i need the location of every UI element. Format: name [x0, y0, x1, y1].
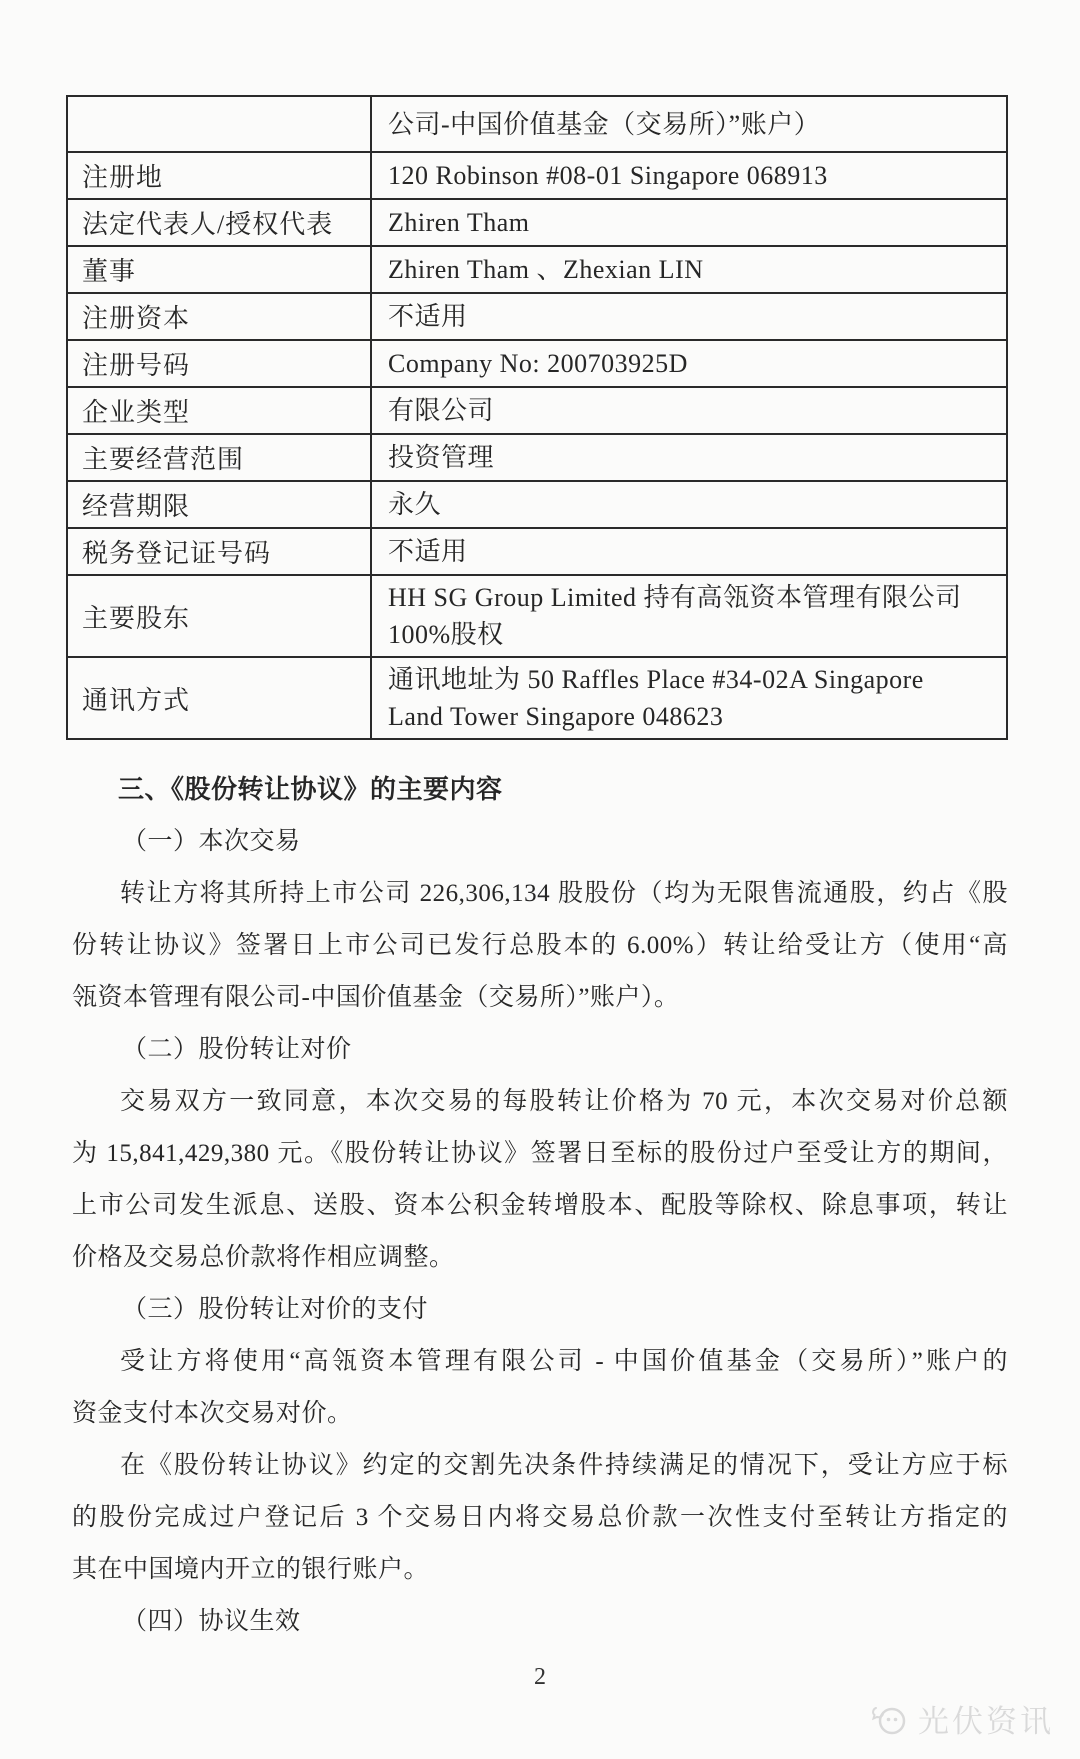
table-row [68, 574, 1006, 656]
row-value-line: HH SG Group Limited 持有高瓴资本管理有限公司 [388, 583, 962, 612]
pv-news-logo-icon [870, 1700, 910, 1738]
row-value [372, 576, 1006, 656]
table-row [68, 97, 1006, 151]
table-row [68, 151, 1006, 198]
table-row [68, 245, 1006, 292]
table-row [68, 386, 1006, 433]
body-line: （三）股份转让对价的支付 [122, 1296, 429, 1323]
body-line: 其在中国境内开立的银行账户。 [72, 1556, 430, 1583]
row-label: 法定代表人/授权代表 [68, 200, 372, 245]
row-label: 注册地 [68, 153, 372, 198]
body-line: 交易双方一致同意，本次交易的每股转让价格为 70 元，本次交易对价总额 [120, 1088, 1008, 1115]
row-value [372, 658, 1006, 738]
row-label: 主要经营范围 [68, 435, 372, 480]
row-label [68, 97, 372, 151]
row-value [372, 247, 1006, 292]
table-row [68, 292, 1006, 339]
registration-table [66, 95, 1008, 740]
table-row [68, 527, 1006, 574]
body-line: 转让方将其所持上市公司 226,306,134 股股份（均为无限售流通股，约占《股 [120, 880, 1008, 907]
body-line: 上市公司发生派息、送股、资本公积金转增股本、配股等除权、除息事项，转让 [72, 1192, 1008, 1219]
row-label: 注册号码 [68, 341, 372, 386]
table-row [68, 198, 1006, 245]
row-label: 通讯方式 [68, 658, 372, 738]
table-row [68, 656, 1006, 738]
body-line: 的股份完成过户登记后 3 个交易日内将交易总价款一次性支付至转让方指定的 [72, 1504, 1008, 1531]
row-label: 税务登记证号码 [68, 529, 372, 574]
row-label: 企业类型 [68, 388, 372, 433]
row-value [372, 341, 1006, 386]
row-value-line: Company No: 200703925D [388, 349, 688, 378]
row-value [372, 388, 1006, 433]
body-line: 在《股份转让协议》约定的交割先决条件持续满足的情况下，受让方应于标 [120, 1452, 1008, 1479]
row-value-line: 有限公司 [388, 396, 495, 425]
row-value-line: 通讯地址为 50 Raffles Place #34-02A Singapore [388, 665, 924, 694]
body-line: 受让方将使用“高瓴资本管理有限公司 - 中国价值基金（交易所）”账户的 [120, 1348, 1008, 1375]
table-row [68, 339, 1006, 386]
row-label: 主要股东 [68, 576, 372, 656]
document-body [72, 764, 1008, 1648]
row-value-line: Zhiren Tham [388, 208, 530, 237]
row-label: 董事 [68, 247, 372, 292]
table-row [68, 480, 1006, 527]
row-value-line: 不适用 [388, 302, 468, 331]
body-line: （一）本次交易 [122, 828, 301, 855]
body-line: （四）协议生效 [122, 1608, 301, 1635]
row-value-line: 120 Robinson #08-01 Singapore 068913 [388, 161, 828, 190]
body-line: 瓴资本管理有限公司-中国价值基金（交易所）”账户）。 [72, 984, 680, 1011]
body-line: 份转让协议》签署日上市公司已发行总股本的 6.00%）转让给受让方（使用“高 [72, 932, 1008, 959]
row-value-line: 投资管理 [388, 443, 495, 472]
row-value [372, 435, 1006, 480]
table-row [68, 433, 1006, 480]
page-number: 2 [534, 1664, 546, 1690]
row-value-line: Land Tower Singapore 048623 [388, 702, 724, 731]
row-value [372, 482, 1006, 527]
row-value-line: Zhiren Tham 、Zhexian LIN [388, 255, 704, 284]
watermark-label: 光伏资讯 [918, 1704, 1054, 1739]
row-label: 注册资本 [68, 294, 372, 339]
row-value-line: 公司-中国价值基金（交易所）”账户） [388, 109, 821, 139]
body-line: 三、《股份转让协议》的主要内容 [118, 775, 503, 804]
watermark [870, 1696, 1054, 1741]
row-value [372, 153, 1006, 198]
row-value [372, 200, 1006, 245]
row-value-line: 100%股权 [388, 620, 504, 649]
body-line: 为 15,841,429,380 元。《股份转让协议》签署日至标的股份过户至受让方的期间， [72, 1140, 1008, 1167]
row-value-line: 不适用 [388, 537, 468, 566]
row-value [372, 294, 1006, 339]
body-line: （二）股份转让对价 [122, 1036, 352, 1063]
body-line: 价格及交易总价款将作相应调整。 [72, 1244, 455, 1271]
row-value [372, 97, 1006, 151]
row-value [372, 529, 1006, 574]
row-label: 经营期限 [68, 482, 372, 527]
body-line: 资金支付本次交易对价。 [72, 1400, 353, 1427]
row-value-line: 永久 [388, 490, 442, 519]
